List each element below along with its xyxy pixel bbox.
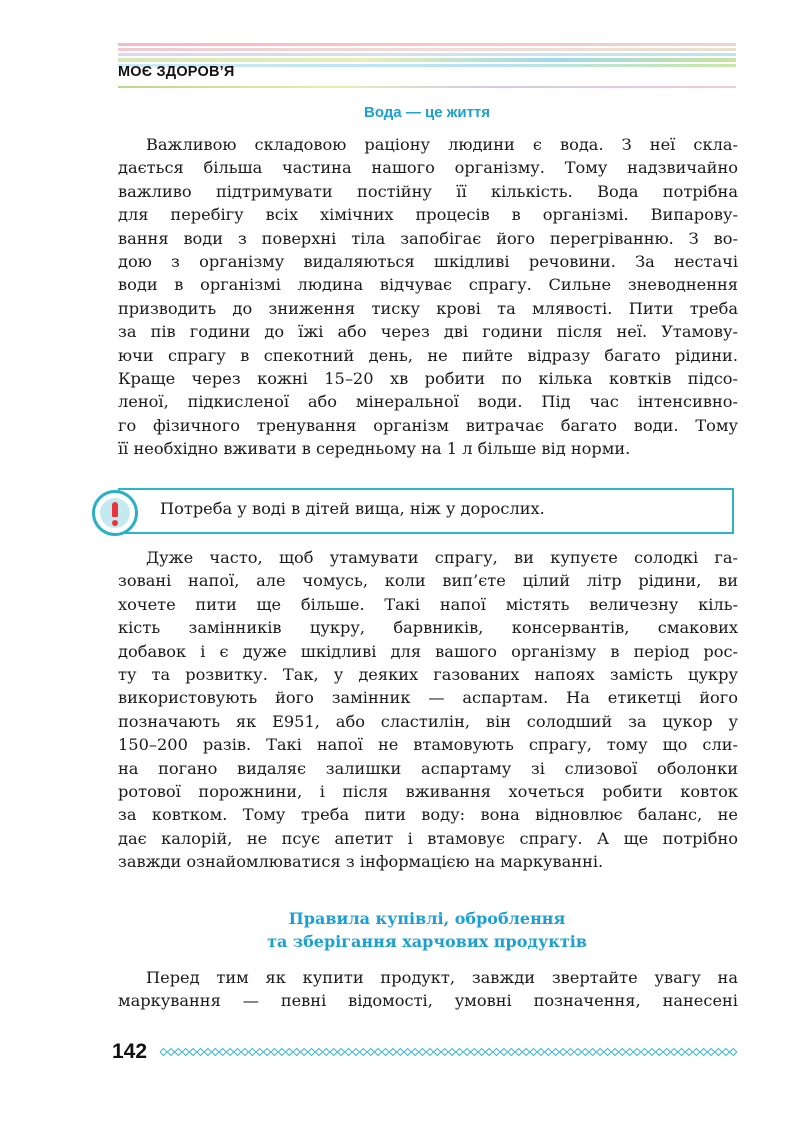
text-line: леної, підкисленої або мінеральної води. Під час інтенсивно- xyxy=(118,392,738,412)
text-line: води в організмі людина відчуває спрагу. Сильне зневоднення xyxy=(118,275,738,295)
diamond-ornament xyxy=(471,1049,478,1056)
diamond-ornament xyxy=(323,1049,330,1056)
text-line: Важливою складовою раціону людини є вода. З неї скла- xyxy=(146,135,738,154)
diamond-ornament xyxy=(530,1049,537,1056)
diamond-ornament xyxy=(301,1049,308,1056)
text-line: добавок і є дуже шкідливі для вашого організму в період рос- xyxy=(118,641,738,661)
section-title-rules xyxy=(118,907,736,953)
text-line: завжди ознайомлюватися з інформацією на маркуванні. xyxy=(118,852,604,872)
section-title-rules-line1: Правила купівлі, оброблення xyxy=(288,909,566,928)
diamond-ornament xyxy=(197,1049,204,1056)
diamond-ornament xyxy=(419,1049,426,1056)
diamond-ornament xyxy=(456,1049,463,1056)
text-line: Краще через кожні 15–20 хв робити по кілька ковтків підсо- xyxy=(118,369,738,389)
text-line: ючи спрагу в спекотний день, не пийте відразу багато рідини. xyxy=(118,345,738,365)
diamond-ornament xyxy=(515,1049,522,1056)
diamond-ornament xyxy=(449,1049,456,1056)
text-line: дою з організму видаляються шкідливі речовини. За нестачі xyxy=(118,252,738,272)
diamond-ornament xyxy=(175,1049,182,1056)
section-label: МОЄ ЗДОРОВ’Я xyxy=(118,64,235,80)
diamond-ornament xyxy=(604,1049,611,1056)
paragraph-water xyxy=(118,133,738,461)
diamond-ornament xyxy=(397,1049,404,1056)
diamond-ornament xyxy=(271,1049,278,1056)
text-line: призводить до зниження тиску крові та млявості. Пити треба xyxy=(118,298,738,318)
diamond-ornament xyxy=(234,1049,241,1056)
diamond-ornament xyxy=(308,1049,315,1056)
diamond-ornament xyxy=(678,1049,685,1056)
diamond-ornament xyxy=(685,1049,692,1056)
diamond-ornament xyxy=(486,1049,493,1056)
diamond-ornament xyxy=(478,1049,485,1056)
diamond-ornament xyxy=(730,1049,737,1056)
diamond-ornament xyxy=(360,1049,367,1056)
exclamation-icon xyxy=(92,490,138,536)
diamond-ornament xyxy=(648,1049,655,1056)
text-line: позначають як Е951, або сластилін, він солодший за цукор у xyxy=(118,711,738,731)
diamond-ornament xyxy=(286,1049,293,1056)
text-line: за ковтком. Тому треба пити воду: вона відновлює баланс, не xyxy=(118,805,738,825)
diamond-ornament xyxy=(227,1049,234,1056)
diamond-ornament xyxy=(611,1049,618,1056)
diamond-ornament xyxy=(367,1049,374,1056)
text-line: го фізичного тренування організм витрачає багато води. Тому xyxy=(118,415,738,435)
text-line: маркування — певні відомості, умовні позначення, нанесені xyxy=(118,991,738,1011)
diamond-ornament xyxy=(412,1049,419,1056)
text-line: важливо підтримувати постійну її кількість. Вода потрібна xyxy=(118,181,738,201)
text-line: ту та розвитку. Так, у деяких газованих напоях замість цукру xyxy=(118,665,738,685)
diamond-ornament xyxy=(545,1049,552,1056)
diamond-ornament xyxy=(389,1049,396,1056)
text-line: для перебігу всіх хімічних процесів в організмі. Випарову- xyxy=(118,205,738,225)
diamond-ornament xyxy=(663,1049,670,1056)
text-line: Дуже часто, щоб утамувати спрагу, ви купуєте солодкі га- xyxy=(146,548,738,567)
section-title-rules-line2: та зберігання харчових продуктів xyxy=(267,932,587,951)
text-line: її необхідно вживати в середньому на 1 л більше від норми. xyxy=(118,439,631,459)
diamond-ornament xyxy=(256,1049,263,1056)
diamond-ornament xyxy=(582,1049,589,1056)
diamond-ornament xyxy=(567,1049,574,1056)
diamond-ornament xyxy=(219,1049,226,1056)
text-line: за пів години до їжі або через дві години після неї. Утамову- xyxy=(118,322,738,342)
diamond-ornament xyxy=(167,1049,174,1056)
note-text: Потреба у воді в дітей вища, ніж у дорослих. xyxy=(160,499,545,518)
diamond-ornament xyxy=(338,1049,345,1056)
diamond-ornament xyxy=(693,1049,700,1056)
diamond-ornament xyxy=(500,1049,507,1056)
diamond-ornament xyxy=(597,1049,604,1056)
diamond-ornament xyxy=(352,1049,359,1056)
diamond-ornament xyxy=(264,1049,271,1056)
diamond-ornament xyxy=(182,1049,189,1056)
diamond-ornament xyxy=(619,1049,626,1056)
diamond-ornament xyxy=(574,1049,581,1056)
header-divider xyxy=(118,86,736,88)
diamond-ornament xyxy=(626,1049,633,1056)
text-line: вання води з поверхні тіла запобігає його перегріванню. З во- xyxy=(118,228,738,248)
diamond-ornament xyxy=(589,1049,596,1056)
paragraph-soda xyxy=(118,546,738,874)
text-line: дається більша частина нашого організму. Тому надзвичайно xyxy=(118,158,738,178)
footer-decoration xyxy=(160,1047,738,1057)
diamond-ornament xyxy=(204,1049,211,1056)
text-line: зовані напої, але чомусь, коли вип’єте цілий літр рідини, ви xyxy=(118,571,738,591)
diamond-ornament xyxy=(493,1049,500,1056)
diamond-ornament xyxy=(715,1049,722,1056)
diamond-ornament xyxy=(508,1049,515,1056)
text-line: на погано видаляє залишки аспартаму зі слизової оболонки xyxy=(118,758,738,778)
diamond-ornament xyxy=(212,1049,219,1056)
text-line: використовують його замінник — аспартам. На етикетці його xyxy=(118,688,738,708)
diamond-ornament xyxy=(404,1049,411,1056)
diamond-ornament xyxy=(441,1049,448,1056)
diamond-ornament xyxy=(375,1049,382,1056)
text-line: кість замінників цукру, барвників, консервантів, смакових xyxy=(118,618,738,638)
diamond-ornament xyxy=(345,1049,352,1056)
diamond-ornament xyxy=(330,1049,337,1056)
diamond-ornament xyxy=(708,1049,715,1056)
diamond-ornament xyxy=(463,1049,470,1056)
text-line: дає калорій, не псує апетит і втамовує спрагу. А ще потрібно xyxy=(118,828,738,848)
diamond-ornament xyxy=(634,1049,641,1056)
diamond-ornament xyxy=(190,1049,197,1056)
diamond-ornament xyxy=(552,1049,559,1056)
diamond-ornament xyxy=(560,1049,567,1056)
diamond-ornament xyxy=(434,1049,441,1056)
section-title-water: Вода — це життя xyxy=(363,104,491,121)
text-line: ротової порожнини, і після вживання хочеться робити ковток xyxy=(118,782,738,802)
diamond-ornament xyxy=(315,1049,322,1056)
diamond-ornament xyxy=(641,1049,648,1056)
diamond-ornament xyxy=(249,1049,256,1056)
text-line: 150–200 разів. Такі напої не втамовують спрагу, тому що сли- xyxy=(118,735,738,755)
diamond-ornament xyxy=(671,1049,678,1056)
diamond-ornament xyxy=(537,1049,544,1056)
diamond-ornament xyxy=(656,1049,663,1056)
paragraph-rules xyxy=(118,966,738,1013)
diamond-ornament xyxy=(426,1049,433,1056)
page-number: 142 xyxy=(112,1040,148,1063)
diamond-ornament xyxy=(293,1049,300,1056)
text-line: хочете пити ще більше. Такі напої містять величезну кіль- xyxy=(118,594,738,614)
diamond-ornament xyxy=(722,1049,729,1056)
diamond-ornament xyxy=(382,1049,389,1056)
diamond-ornament xyxy=(160,1049,167,1056)
diamond-ornament xyxy=(523,1049,530,1056)
text-line: Перед тим як купити продукт, завжди звертайте увагу на xyxy=(146,968,738,987)
diamond-ornament xyxy=(278,1049,285,1056)
diamond-ornament xyxy=(700,1049,707,1056)
diamond-ornament xyxy=(241,1049,248,1056)
